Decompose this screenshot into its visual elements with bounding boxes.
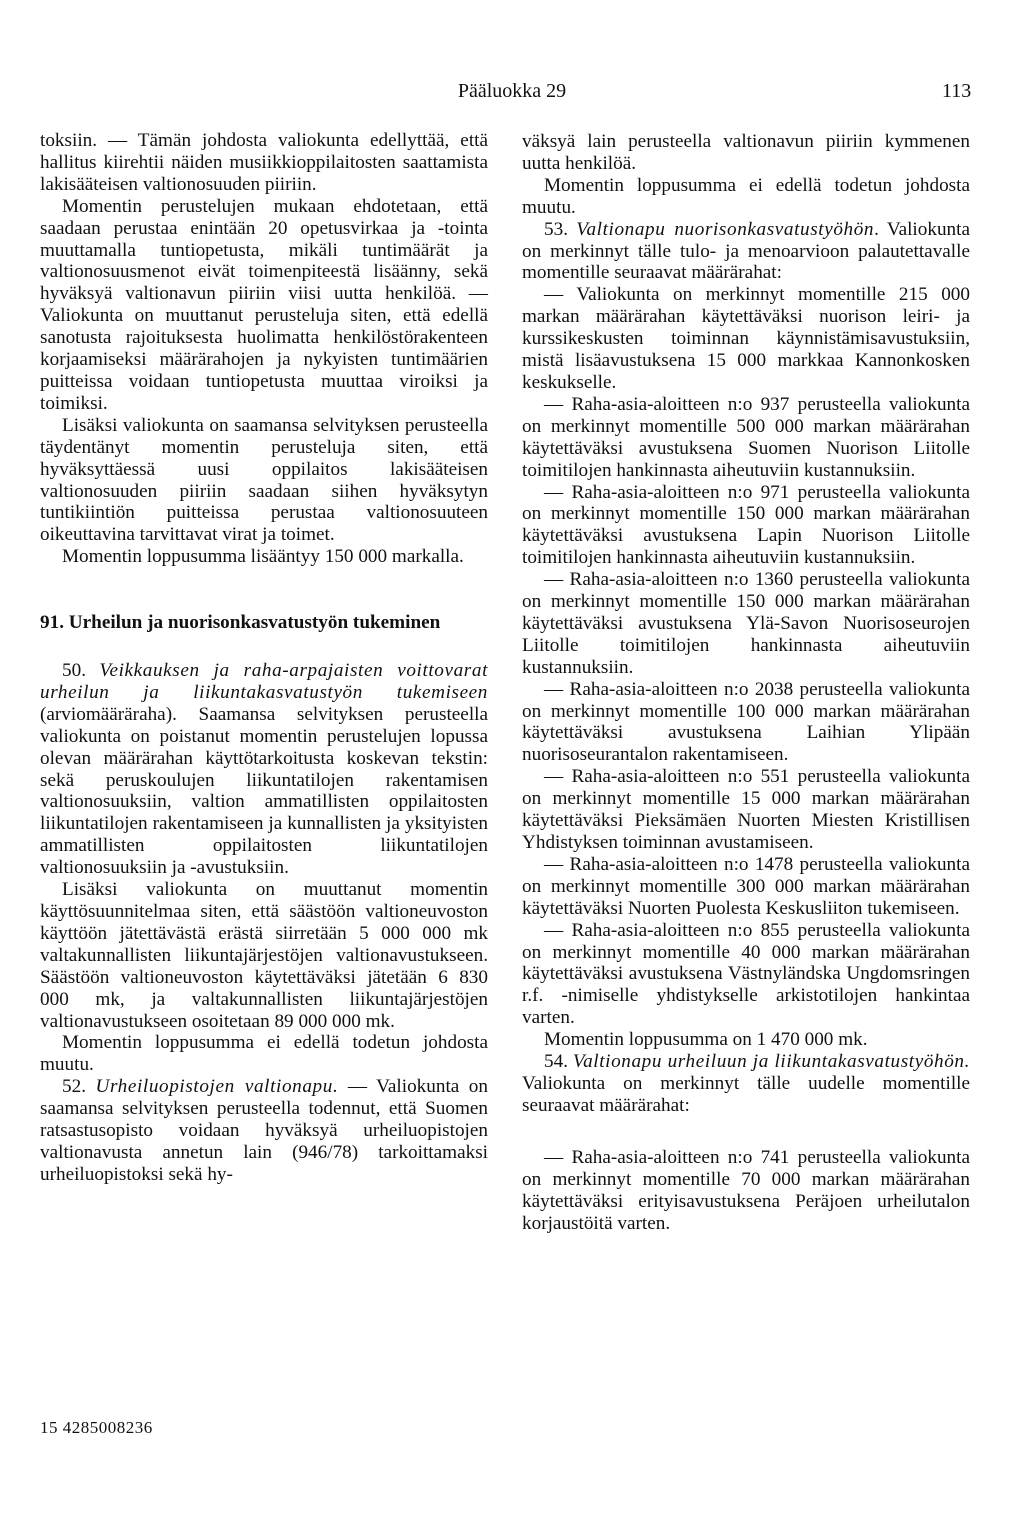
item-number: 50. bbox=[62, 660, 86, 682]
item-title: Urheiluopistojen valtionapu. bbox=[95, 1076, 339, 1098]
paragraph: toksiin. — Tämän johdosta valiokunta edellyttää, että hallitus kiirehtii näiden musiikkioppilaitosten saattamista lakisääteisen valtionosuuden piiriin. bbox=[40, 130, 488, 195]
paragraph: Lisäksi valiokunta on muuttanut momentin käyttösuunnitelmaa siten, että säästöön valtioneuvoston käyttöön jätettävästä erästä siirretään 5 000 000 mk valtakunnallisten liikuntajärjestöjen valtionavustukseen. Säästöön valtioneuvoston käytettäväksi jätetään 6 830 000 mk, ja valtakunnallisten liikuntajärjestöjen valtionavustukseen osoitetaan 89 000 000 mk. bbox=[40, 879, 488, 1032]
spacer bbox=[40, 634, 488, 660]
paragraph: — Raha-asia-aloitteen n:o 937 perusteella valiokunta on merkinnyt momentille 500 000 markan määrärahan käytettäväksi avustuksena Suomen Nuorison Liitolle toimitilojen hankinnasta aiheutuviin kustannuksiin. bbox=[522, 393, 970, 481]
paragraph: Momentin loppusumma ei edellä todetun johdosta muutu. bbox=[522, 174, 970, 218]
item-text: . Valiokunta on merkinnyt tälle tulo- ja menoarvioon palautettavalle momentille seuraavat määrärahat: bbox=[522, 218, 970, 284]
right-column bbox=[522, 131, 970, 1234]
spacer bbox=[522, 1117, 970, 1147]
item-number: 54. bbox=[544, 1051, 568, 1073]
left-column bbox=[40, 130, 488, 1186]
paragraph: Momentin loppusumma lisääntyy 150 000 markalla. bbox=[62, 546, 464, 568]
paragraph: Momentin perustelujen mukaan ehdotetaan, että saadaan perustaa enintään 20 opetusvirkaa ja -tointa muuttamalla tuntiopetusta, mikäli tuntimäärät ja valtionosuusmenot eivät toimenpiteestä lisäänny, sekä hyväksyä valtionavun piiriin viisi uutta henkilöä. — Valiokunta on muuttanut perusteluja siten, että edellä sanotusta rajoituksesta huolimatta henkilöstörakenteen korjaamiseksi määrärahojen ja nykyisten tuntimäärien puitteissa voidaan tuntiopetusta muuttaa viroiksi ja toimiksi. bbox=[40, 195, 488, 414]
paragraph: Lisäksi valiokunta on saamansa selvityksen perusteella täydentänyt momentin perusteluja siten, että hyväksyttäessä uusi oppilaitos lakisääteisen valtionosuuden piiriin saadaan siihen hyväksytyn tuntikiintiön puitteissa perustaa valtionosuuteen oikeuttavina tarvittavat virat ja toimet. bbox=[40, 414, 488, 546]
page-number: 113 bbox=[942, 80, 972, 102]
paragraph: Momentin loppusumma ei edellä todetun johdosta muutu. bbox=[40, 1032, 488, 1076]
item-title: Veikkauksen ja raha-arpajaisten voittovarat urheilun ja liikuntakasvatustyön tukemiseen bbox=[40, 660, 488, 703]
item-title: Valtionapu nuorisonkasvatustyöhön bbox=[576, 218, 875, 240]
paragraph: väksyä lain perusteella valtionavun piiriin kymmenen uutta henkilöä. bbox=[522, 131, 970, 174]
item-number: 52. bbox=[62, 1076, 86, 1098]
item-number: 53. bbox=[544, 218, 568, 240]
paragraph: — Raha-asia-aloitteen n:o 741 perusteella valiokunta on merkinnyt momentille 70 000 markan määrärahan käytettäväksi erityisavustuksena Peräjoen urheilutalon korjaustöitä varten. bbox=[522, 1146, 970, 1234]
item-text: (arviomääräraha). Saamansa selvityksen perusteella valiokunta on poistanut momentin perustelujen lopussa olevan määrärahan käyttötarkoitusta koskevan tekstin: sekä peruskoulujen liikuntatilojen rakentamisen valtionosuuksiin, valtion ammatillisten oppilaitosten liikuntatilojen rakentamiseen ja kunnallisten ja yksityisten ammatillisten oppilaitosten liikuntatilojen valtionosuuksiin ja -avustuksiin. bbox=[40, 703, 488, 879]
paragraph: — Raha-asia-aloitteen n:o 855 perusteella valiokunta on merkinnyt momentille 40 000 markan määrärahan käytettäväksi avustuksena Västnyländska Ungdomsringen r.f. -nimiselle yhdistykselle arkistotilojen hankintaa varten. bbox=[522, 919, 970, 1029]
paragraph: — Valiokunta on merkinnyt momentille 215 000 markan määrärahan käytettäväksi nuorison leiri- ja kurssikeskusten toiminnan käynnistämisavustuksiin, mistä lisäavustuksena 15 000 markkaa Kannonkosken keskukselle. bbox=[522, 284, 970, 393]
paragraph bbox=[522, 1051, 970, 1117]
item-title: Valtionapu urheiluun ja liikuntakasvatustyöhön. bbox=[572, 1051, 970, 1073]
paragraph: — Raha-asia-aloitteen n:o 1478 perusteella valiokunta on merkinnyt momentille 300 000 markan määrärahan käytettäväksi Nuorten Puolesta Keskusliiton tukemiseen. bbox=[522, 853, 970, 919]
running-header-title: Pääluokka 29 bbox=[457, 80, 567, 102]
paragraph bbox=[40, 660, 488, 879]
paragraph: Momentin loppusumma on 1 470 000 mk. bbox=[544, 1029, 868, 1051]
paragraph: — Raha-asia-aloitteen n:o 1360 perusteella valiokunta on merkinnyt momentille 150 000 markan määrärahan käytettäväksi avustuksena Ylä-Savon Nuorisoseurojen Liitolle toimitilojen hankinnasta aiheutuviin kustannuksiin. bbox=[522, 569, 970, 678]
section-heading: 91. Urheilun ja nuorisonkasvatustyön tukeminen bbox=[40, 612, 441, 634]
item-text: — Valiokunta on saamansa selvityksen perusteella todennut, että Suomen ratsastusopisto voidaan hyväksyä urheiluopistojen valtionavusta annetun lain (946/78) tarkoittamaksi urheiluopistoksi sekä hy- bbox=[40, 1076, 488, 1185]
paragraph: — Raha-asia-aloitteen n:o 2038 perusteella valiokunta on merkinnyt momentille 100 000 markan määrärahan käytettäväksi avustuksena Laihian Ylipään nuorisoseurantalon rakentamiseen. bbox=[522, 678, 970, 766]
printer-code: 15 4285008236 bbox=[40, 1418, 153, 1437]
spacer bbox=[40, 568, 488, 612]
paragraph bbox=[40, 1076, 488, 1186]
paragraph: — Raha-asia-aloitteen n:o 551 perusteella valiokunta on merkinnyt momentille 15 000 markan määrärahan käytettäväksi Pieksämäen Nuorten Miesten Kristillisen Yhdistyksen toiminnan avustamiseen. bbox=[522, 766, 970, 853]
paragraph: — Raha-asia-aloitteen n:o 971 perusteella valiokunta on merkinnyt momentille 150 000 markan määrärahan käytettäväksi avustuksena Lapin Nuorison Liitolle toimitilojen hankinnasta aiheutuviin kustannuksiin. bbox=[522, 481, 970, 569]
item-text: Valiokunta on merkinnyt tälle uudelle momentille seuraavat määrärahat: bbox=[522, 1072, 970, 1116]
paragraph bbox=[522, 219, 970, 285]
